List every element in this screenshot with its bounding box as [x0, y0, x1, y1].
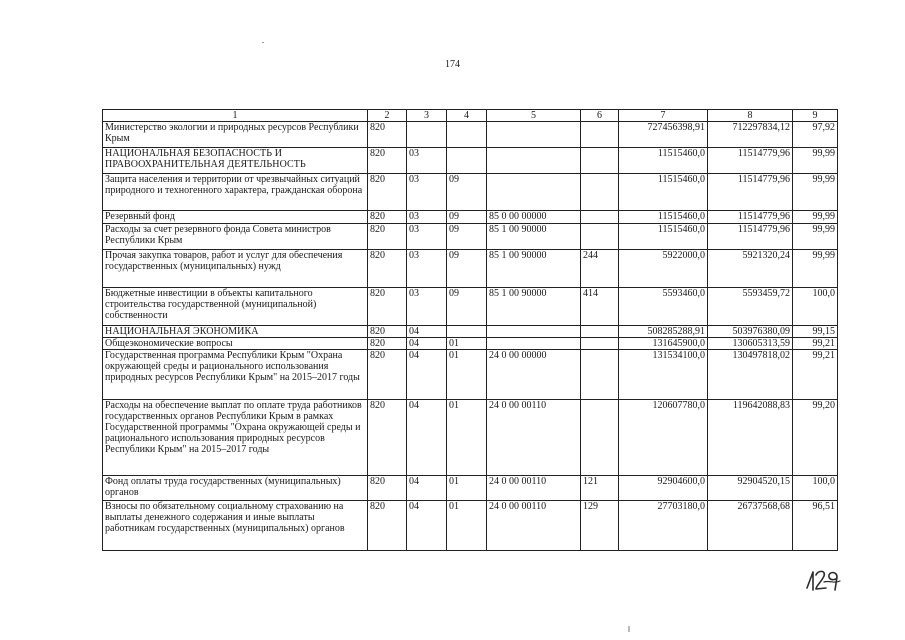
table-row	[103, 501, 838, 551]
cell-code-6	[581, 400, 619, 476]
cell-code-6	[581, 174, 619, 211]
cell-percent: 99,99	[793, 211, 838, 224]
cell-actual: 503976380,09	[708, 326, 793, 338]
cell-code-6: 121	[581, 476, 619, 501]
cell-code-6: 129	[581, 501, 619, 551]
table-row	[103, 288, 838, 326]
header-row	[103, 110, 838, 122]
table-row	[103, 174, 838, 211]
cell-code-2: 820	[368, 250, 407, 288]
row-name: Государственная программа Республики Крым "Охрана окружающей среды и рационального использования природных ресурсов Республики Крым" на 2015–2017 годы	[103, 350, 368, 400]
cell-percent: 96,51	[793, 501, 838, 551]
cell-actual: 119642088,83	[708, 400, 793, 476]
cell-percent: 99,99	[793, 174, 838, 211]
cell-plan: 11515460,0	[619, 211, 708, 224]
row-name: Фонд оплаты труда государственных (муниципальных) органов	[103, 476, 368, 501]
cell-code-6	[581, 224, 619, 250]
row-name: НАЦИОНАЛЬНАЯ ЭКОНОМИКА	[103, 326, 368, 338]
cell-code-5	[487, 148, 581, 174]
cell-code-2: 820	[368, 326, 407, 338]
cell-code-3: 04	[407, 501, 447, 551]
cell-code-3: 04	[407, 326, 447, 338]
cell-code-3: 03	[407, 288, 447, 326]
cell-code-4	[447, 148, 487, 174]
cell-code-3: 03	[407, 174, 447, 211]
cell-code-2: 820	[368, 211, 407, 224]
cell-plan: 120607780,0	[619, 400, 708, 476]
cell-code-5	[487, 174, 581, 211]
cell-code-3: 04	[407, 350, 447, 400]
row-name: Бюджетные инвестиции в объекты капитального строительства государственной (муниципальной) собственности	[103, 288, 368, 326]
cell-code-4: 01	[447, 338, 487, 350]
cell-code-2: 820	[368, 476, 407, 501]
cell-code-5	[487, 122, 581, 148]
cell-code-3: 03	[407, 148, 447, 174]
column-header: 2	[368, 110, 407, 122]
table-row	[103, 250, 838, 288]
cell-code-3: 04	[407, 400, 447, 476]
cell-percent: 100,0	[793, 476, 838, 501]
cell-code-4: 09	[447, 174, 487, 211]
row-name: Прочая закупка товаров, работ и услуг для обеспечения государственных (муниципальных) нужд	[103, 250, 368, 288]
cell-percent: 99,20	[793, 400, 838, 476]
table-row	[103, 400, 838, 476]
table-row	[103, 122, 838, 148]
row-name: Министерство экологии и природных ресурсов Республики Крым	[103, 122, 368, 148]
cell-code-6	[581, 338, 619, 350]
table-row	[103, 326, 838, 338]
column-header: 9	[793, 110, 838, 122]
cell-plan: 92904600,0	[619, 476, 708, 501]
cell-code-2: 820	[368, 338, 407, 350]
table-row	[103, 338, 838, 350]
cell-code-3: 04	[407, 338, 447, 350]
cell-actual: 5921320,24	[708, 250, 793, 288]
cell-plan: 11515460,0	[619, 224, 708, 250]
row-name: Взносы по обязательному социальному страхованию на выплаты денежного содержания и иные выплаты работникам государственных (муниципальных) органов	[103, 501, 368, 551]
cell-code-2: 820	[368, 148, 407, 174]
cell-code-6	[581, 122, 619, 148]
cell-plan: 27703180,0	[619, 501, 708, 551]
cell-code-3: 03	[407, 224, 447, 250]
row-name: Общеэкономические вопросы	[103, 338, 368, 350]
cell-code-5	[487, 338, 581, 350]
cell-plan: 11515460,0	[619, 148, 708, 174]
cell-code-4	[447, 326, 487, 338]
cell-actual: 11514779,96	[708, 148, 793, 174]
cell-code-4: 01	[447, 476, 487, 501]
cell-code-5: 85 1 00 90000	[487, 250, 581, 288]
cell-plan: 131534100,0	[619, 350, 708, 400]
cell-code-6: 414	[581, 288, 619, 326]
cell-plan: 508285288,91	[619, 326, 708, 338]
cell-code-3: 03	[407, 211, 447, 224]
cell-code-5: 85 1 00 90000	[487, 288, 581, 326]
row-name: Резервный фонд	[103, 211, 368, 224]
cell-code-2: 820	[368, 288, 407, 326]
cell-code-4	[447, 122, 487, 148]
cell-code-3: 03	[407, 250, 447, 288]
cell-code-6	[581, 211, 619, 224]
cell-code-5: 24 0 00 00110	[487, 400, 581, 476]
column-header: 7	[619, 110, 708, 122]
cell-code-4: 09	[447, 211, 487, 224]
cell-percent: 99,21	[793, 350, 838, 400]
row-name: Расходы на обеспечение выплат по оплате труда работников государственных органов Республики Крым в рамках Государственной программы "Охрана окружающей среды и рационального использования природных ресурсов Республики Крым" на 2015–2017 годы	[103, 400, 368, 476]
cell-actual: 26737568,68	[708, 501, 793, 551]
cell-code-4: 01	[447, 350, 487, 400]
table-row	[103, 476, 838, 501]
cell-actual: 11514779,96	[708, 174, 793, 211]
column-header: 8	[708, 110, 793, 122]
table-row	[103, 350, 838, 400]
cell-code-4: 09	[447, 224, 487, 250]
cell-code-2: 820	[368, 350, 407, 400]
cell-percent: 97,92	[793, 122, 838, 148]
cell-code-6	[581, 148, 619, 174]
cell-code-4: 01	[447, 400, 487, 476]
row-name: НАЦИОНАЛЬНАЯ БЕЗОПАСНОСТЬ И ПРАВООХРАНИТЕЛЬНАЯ ДЕЯТЕЛЬНОСТЬ	[103, 148, 368, 174]
column-header: 3	[407, 110, 447, 122]
cell-plan: 727456398,91	[619, 122, 708, 148]
cell-code-2: 820	[368, 174, 407, 211]
cell-code-2: 820	[368, 122, 407, 148]
cell-percent: 99,99	[793, 250, 838, 288]
column-header: 1	[103, 110, 368, 122]
column-header: 4	[447, 110, 487, 122]
table-row	[103, 224, 838, 250]
cell-code-4: 01	[447, 501, 487, 551]
column-header: 6	[581, 110, 619, 122]
cell-plan: 11515460,0	[619, 174, 708, 211]
cell-code-3: 04	[407, 476, 447, 501]
page-number: 174	[445, 59, 460, 70]
cell-percent: 99,15	[793, 326, 838, 338]
scan-artifact	[628, 626, 630, 632]
row-name: Защита населения и территории от чрезвычайных ситуаций природного и техногенного характера, гражданская оборона	[103, 174, 368, 211]
handwritten-page-number	[804, 568, 844, 592]
cell-code-2: 820	[368, 224, 407, 250]
cell-code-5: 24 0 00 00110	[487, 476, 581, 501]
cell-actual: 712297834,12	[708, 122, 793, 148]
cell-code-6	[581, 350, 619, 400]
cell-code-6	[581, 326, 619, 338]
table-row	[103, 148, 838, 174]
cell-code-5: 24 0 00 00000	[487, 350, 581, 400]
cell-plan: 5922000,0	[619, 250, 708, 288]
cell-plan: 131645900,0	[619, 338, 708, 350]
cell-code-5	[487, 326, 581, 338]
budget-table	[102, 109, 838, 551]
cell-actual: 11514779,96	[708, 224, 793, 250]
cell-percent: 100,0	[793, 288, 838, 326]
cell-actual: 11514779,96	[708, 211, 793, 224]
cell-code-2: 820	[368, 400, 407, 476]
cell-actual: 5593459,72	[708, 288, 793, 326]
cell-percent: 99,21	[793, 338, 838, 350]
cell-code-5: 85 0 00 00000	[487, 211, 581, 224]
table-row	[103, 211, 838, 224]
cell-code-2: 820	[368, 501, 407, 551]
cell-code-6: 244	[581, 250, 619, 288]
cell-code-4: 09	[447, 288, 487, 326]
cell-percent: 99,99	[793, 148, 838, 174]
cell-actual: 130605313,59	[708, 338, 793, 350]
cell-code-5: 85 1 00 90000	[487, 224, 581, 250]
cell-actual: 130497818,02	[708, 350, 793, 400]
cell-code-5: 24 0 00 00110	[487, 501, 581, 551]
cell-code-4: 09	[447, 250, 487, 288]
cell-actual: 92904520,15	[708, 476, 793, 501]
row-name: Расходы за счет резервного фонда Совета министров Республики Крым	[103, 224, 368, 250]
column-header: 5	[487, 110, 581, 122]
cell-plan: 5593460,0	[619, 288, 708, 326]
cell-code-3	[407, 122, 447, 148]
cell-percent: 99,99	[793, 224, 838, 250]
scan-artifact	[262, 42, 264, 43]
